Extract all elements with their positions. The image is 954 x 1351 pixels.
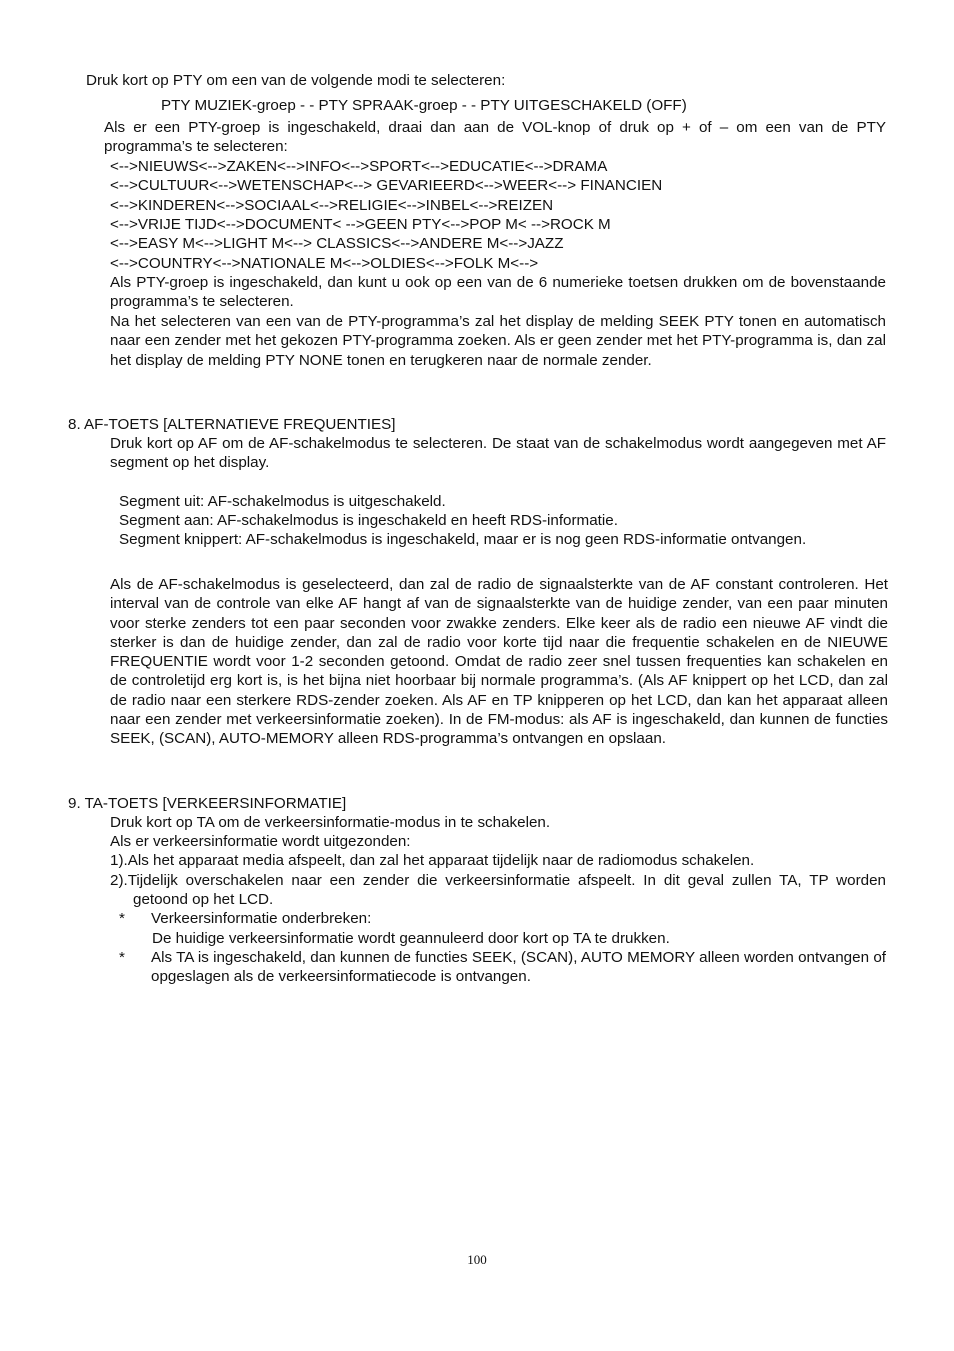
ta-line1: Druk kort op TA om de verkeersinformatie-modus in te schakelen. [110,814,551,831]
pty-list-item: <-->EASY M<-->LIGHT M<--> CLASSICS<-->ANDERE M<-->JAZZ [110,235,564,252]
pty-list-item: <-->COUNTRY<-->NATIONALE M<-->OLDIES<-->FOLK M<--> [110,255,539,272]
pty-list-item: <-->VRIJE TIJD<-->DOCUMENT< -->GEEN PTY<-->POP M< -->ROCK M [110,216,611,233]
af-segment-item: Segment knippert: AF-schakelmodus is ingeschakeld, maar er is nog geen RDS-informatie ontvangen. [119,531,807,548]
pty-modes: PTY MUZIEK-groep - - PTY SPRAAK-groep - - PTY UITGESCHAKELD (OFF) [161,97,687,114]
pty-intro: Druk kort op PTY om een van de volgende modi te selecteren: [86,72,506,89]
ta-heading: 9. TA-TOETS [VERKEERSINFORMATIE] [68,795,347,812]
pty-list-item: <-->CULTUUR<-->WETENSCHAP<--> GEVARIEERD<-->WEER<--> FINANCIEN [110,177,663,194]
pty-list-item: <-->NIEUWS<-->ZAKEN<-->INFO<-->SPORT<-->EDUCATIE<-->DRAMA [110,158,608,175]
af-heading: 8. AF-TOETS [ALTERNATIEVE FREQUENTIES] [68,416,396,433]
pty-numeric-text: Als PTY-groep is ingeschakeld, dan kunt u ook op een van de 6 numerieke toetsen drukken om de bovenstaande programma’s te selecteren. [110,274,886,311]
ta-bullet2-text: Als TA is ingeschakeld, dan kunnen de functies SEEK, (SCAN), AUTO MEMORY alleen worden ontvangen of opgeslagen als de verkeersinformatiecode is ontvangen. [151,949,886,986]
bullet-marker: * [119,949,125,966]
ta-bullet1-text: De huidige verkeersinformatie wordt geannuleerd door kort op TA te drukken. [152,930,670,947]
pty-seek-text: Na het selecteren van een van de PTY-programma’s zal het display de melding SEEK PTY tonen en automatisch naar een zender met het gekozen PTY-programma zoeken. Als er geen zender met het PTY-programma is, dan zal het display de melding PTY NONE tonen en terugkeren naar de normale zender. [110,313,886,369]
ta-item2-text: 2).Tijdelijk overschakelen naar een zender die verkeersinformatie afspeelt. In dit geval zullen TA, TP worden getoond op het LCD. [110,872,886,909]
af-intro: Druk kort op AF om de AF-schakelmodus te selecteren. De staat van de schakelmodus wordt aangegeven met AF segment op het display. [110,435,886,472]
bullet-marker: * [119,910,125,927]
af-body: Als de AF-schakelmodus is geselecteerd, dan zal de radio de signaalsterkte van de AF constant controleren. Het interval van de controle van elke AF hangt af van de signaalsterkte van de huidige zender, van een paar minuten voor sterke zenders tot een paar seconden voor zwakke zenders. Elke keer als de radio een nieuwe AF vindt die sterker is dan de huidige zender, dan zal de radio voor korte tijd naar die frequentie schakelen en de NIEUWE FREQUENTIE wordt voor 1-2 seconden getoond. Omdat de radio zeer snel tussen frequenties kan schakelen en de controletijd erg kort is, is het bijna niet hoorbaar bij normale programma’s. (Als AF knippert op het LCD, dan zal de radio naar een sterkere RDS-zender zoeken. Als AF en TP knipperen op het LCD, dan kan het apparaat alleen naar een zender met verkeersinformatie zoeken). In de FM-modus: als AF is ingeschakeld, dan kunnen de functies SEEK, (SCAN), AUTO-MEMORY alleen RDS-programma’s ontvangen en opslaan. [110,576,888,748]
af-segment-item: Segment aan: AF-schakelmodus is ingeschakeld en heeft RDS-informatie. [119,512,618,529]
af-segment-item: Segment uit: AF-schakelmodus is uitgeschakeld. [119,493,446,510]
ta-line2: Als er verkeersinformatie wordt uitgezonden: [110,833,411,850]
pty-list-item: <-->KINDEREN<-->SOCIAAL<-->RELIGIE<-->INBEL<-->REIZEN [110,197,554,214]
page-number: 100 [467,1252,487,1267]
pty-vol-text: Als er een PTY-groep is ingeschakeld, draai dan aan de VOL-knop of druk op + of – om een van de PTY programma’s te selecteren: [104,119,886,156]
ta-item1: 1).Als het apparaat media afspeelt, dan zal het apparaat tijdelijk naar de radiomodus schakelen. [110,852,755,869]
ta-bullet1-title: Verkeersinformatie onderbreken: [151,910,372,927]
ta-item2 [110,871,886,910]
